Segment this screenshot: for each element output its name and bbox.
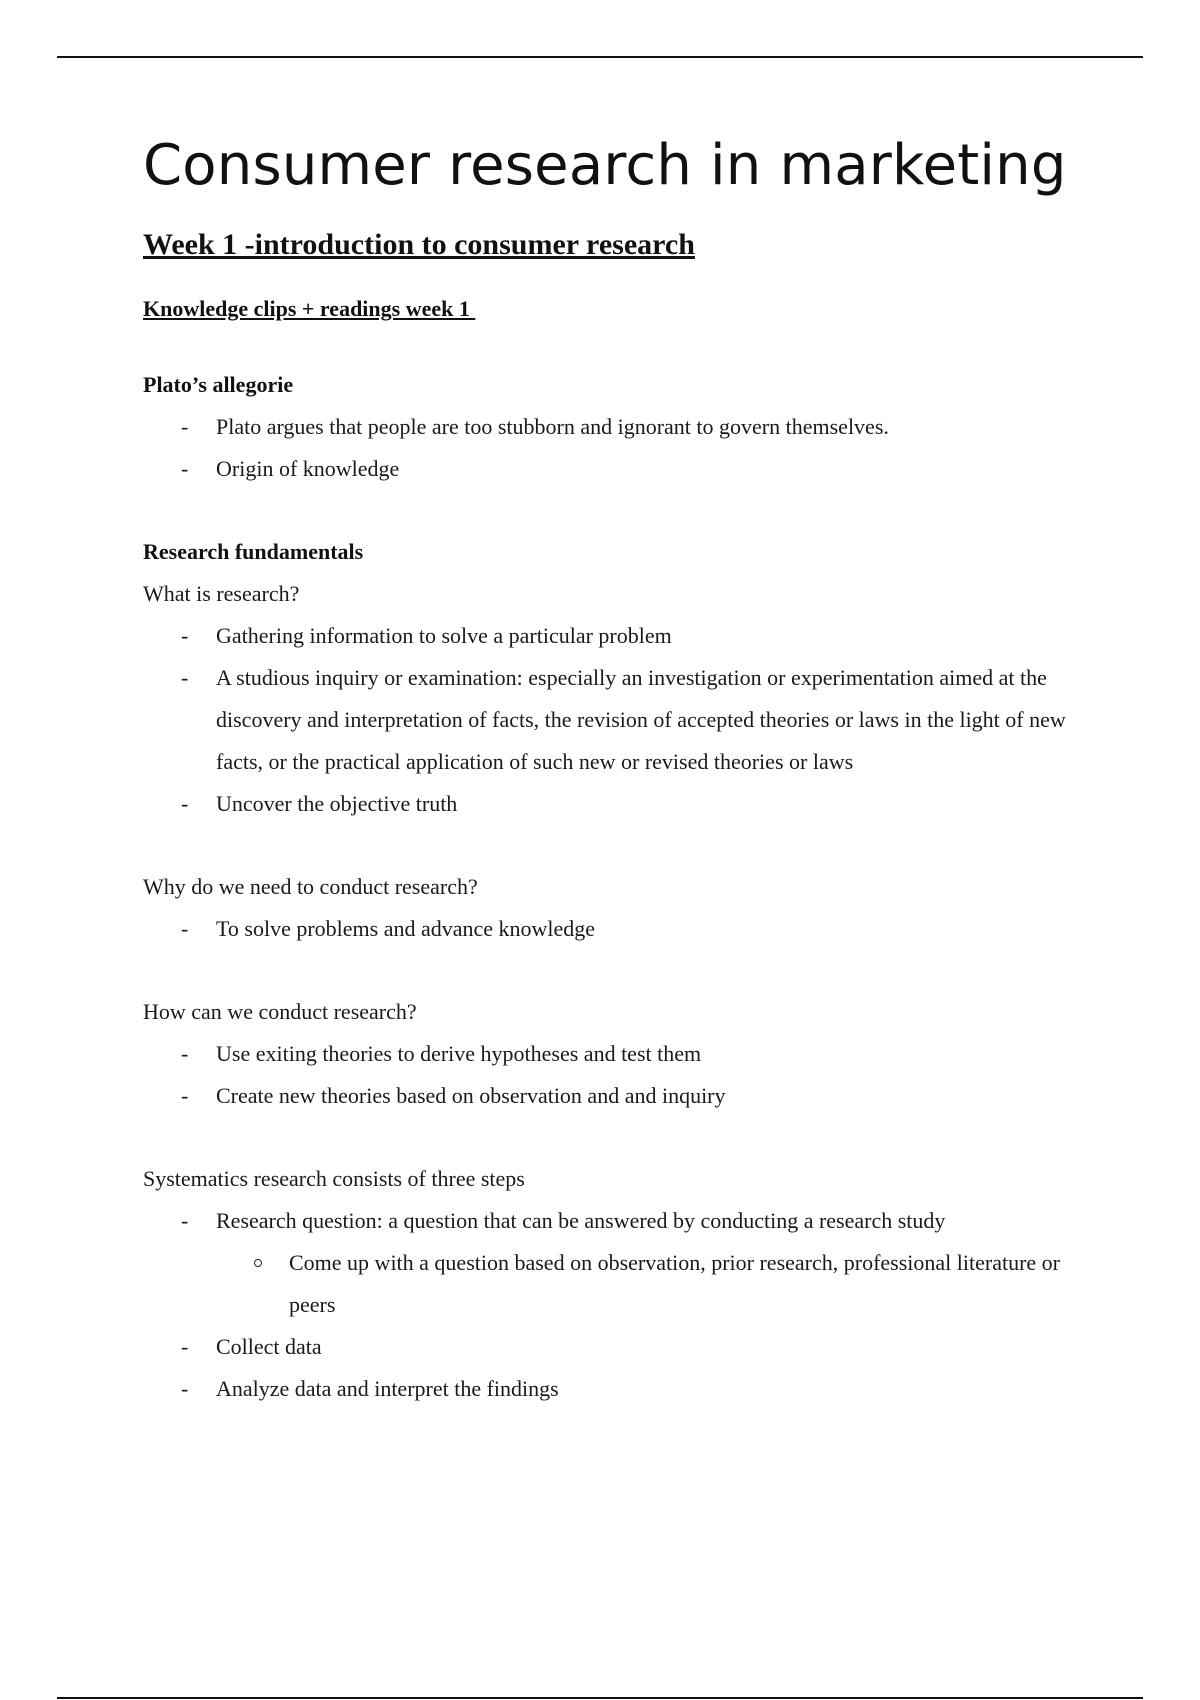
list-item	[143, 1200, 1073, 1326]
list-item	[143, 657, 1073, 783]
dash-bullet-icon: -	[181, 915, 189, 941]
bullet-list	[143, 406, 1073, 490]
bullet-list	[143, 1200, 1073, 1410]
list-item-text: To solve problems and advance knowledge	[216, 915, 596, 941]
list-item-text: Uncover the objective truth	[216, 790, 458, 816]
sub-list-item-text: Come up with a question based on observation, prior research, professional literature or peers	[289, 1249, 1060, 1317]
list-item	[143, 1033, 1073, 1075]
section-question: How can we conduct research?	[143, 998, 417, 1024]
bullet-list	[143, 908, 1073, 950]
dash-bullet-icon: -	[181, 413, 189, 439]
dash-bullet-icon: -	[181, 1333, 189, 1359]
list-item	[143, 615, 1073, 657]
list-item-text: Plato argues that people are too stubborn and ignorant to govern themselves.	[216, 413, 889, 439]
circle-bullet-icon	[254, 1259, 262, 1267]
week-heading: Week 1 -introduction to consumer research	[143, 228, 695, 262]
list-item	[143, 406, 1073, 448]
dash-bullet-icon: -	[181, 1082, 189, 1108]
section-title: Plato’s allegorie	[143, 371, 294, 397]
section-why-research	[143, 866, 1073, 950]
list-item	[143, 1326, 1073, 1368]
top-divider	[57, 56, 1143, 58]
list-item	[143, 448, 1073, 490]
dash-bullet-icon: -	[181, 664, 189, 690]
section-question: Why do we need to conduct research?	[143, 873, 478, 899]
list-item-text: Create new theories based on observation and and inquiry	[216, 1082, 726, 1108]
list-item-text: Analyze data and interpret the findings	[216, 1375, 559, 1401]
list-item	[143, 783, 1073, 825]
section-title: Research fundamentals	[143, 538, 364, 564]
section-research-steps	[143, 1158, 1073, 1410]
section-platos-allegorie	[143, 364, 1073, 490]
list-item-text: Use exiting theories to derive hypotheses and test them	[216, 1040, 702, 1066]
section-how-research	[143, 991, 1073, 1117]
document-body	[143, 132, 1073, 1410]
list-item-text: Origin of knowledge	[216, 455, 400, 481]
sub-list-item	[216, 1242, 1073, 1326]
section-question: What is research?	[143, 580, 300, 606]
document-title: Consumer research in marketing	[143, 133, 1067, 198]
bullet-list	[143, 615, 1073, 825]
dash-bullet-icon: -	[181, 622, 189, 648]
bottom-divider	[57, 1697, 1143, 1699]
list-item-text: A studious inquiry or examination: especially an investigation or experimentation aimed at the discovery and interpretation of facts, the revision of accepted theories or laws in the light of new facts, or the practical application of such new or revised theories or laws	[216, 664, 1066, 774]
section-question: Systematics research consists of three steps	[143, 1165, 525, 1191]
list-item	[143, 908, 1073, 950]
list-item-text: Gathering information to solve a particular problem	[216, 622, 672, 648]
sub-bullet-list	[216, 1242, 1073, 1326]
list-item	[143, 1075, 1073, 1117]
dash-bullet-icon: -	[181, 790, 189, 816]
dash-bullet-icon: -	[181, 1375, 189, 1401]
section-research-fundamentals	[143, 531, 1073, 825]
list-item	[143, 1368, 1073, 1410]
list-item-text: Collect data	[216, 1333, 322, 1359]
knowledge-clips-heading: Knowledge clips + readings week 1	[143, 296, 476, 322]
bullet-list	[143, 1033, 1073, 1117]
dash-bullet-icon: -	[181, 455, 189, 481]
dash-bullet-icon: -	[181, 1207, 189, 1233]
list-item-text: Research question: a question that can be answered by conducting a research study	[216, 1207, 946, 1233]
dash-bullet-icon: -	[181, 1040, 189, 1066]
